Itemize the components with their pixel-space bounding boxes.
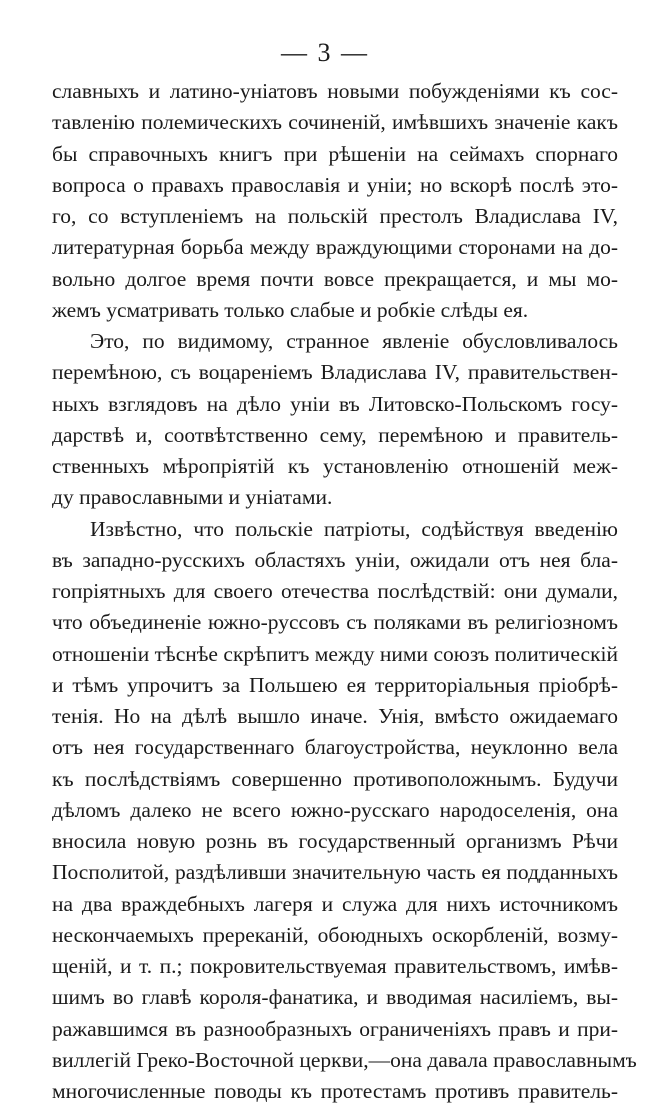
text-line: дѣломъ далеко не всего южно-русскаго народоселенія, она [52,795,618,826]
text-line: отъ нея государственнаго благоустройства, неуклонно вела [52,732,618,763]
text-line: и тѣмъ упрочитъ за Польшею ея территоріальныя пріобрѣ- [52,670,618,701]
text-line: литературная борьба между враждующими сторонами на до- [52,232,618,263]
text-line: многочисленные поводы къ протестамъ противъ правитель- [52,1076,618,1107]
text-line: ражавшимся въ разнообразныхъ ограниченіяхъ правъ и при- [52,1014,618,1045]
text-line: шимъ во главѣ короля-фанатика, и вводимая насиліемъ, вы- [52,982,618,1013]
text-line: тавленію полемическихъ сочиненій, имѣвшихъ значеніе какъ [52,107,618,138]
text-line: что объединеніе южно-руссовъ съ поляками въ религіозномъ [52,607,618,638]
text-line: ственныхъ мѣропріятій къ установленію отношеній меж- [52,451,618,482]
paragraph [52,514,618,1107]
text-line: дарствѣ и, соотвѣтственно сему, перемѣною и правитель- [52,420,618,451]
text-line: отношеніи тѣснѣе скрѣпитъ между ними союзъ политическій [52,639,618,670]
text-line: Посполитой, раздѣливши значительную часть ея подданныхъ [52,857,618,888]
text-line: гопріятныхъ для своего отечества послѣдствій: они думали, [52,576,618,607]
paragraph [52,326,618,514]
text-line: Извѣстно, что польскіе патріоты, содѣйствуя введенію [52,514,618,545]
text-line: виллегій Греко-Восточной церкви,—она давала православнымъ [52,1045,618,1076]
text-line: къ послѣдствіямъ совершенно противоположнымъ. Будучи [52,764,618,795]
text-line: вольно долгое время почти вовсе прекращается, и мы мо- [52,264,618,295]
body-text [52,76,618,1107]
text-line: жемъ усматривать только слабые и робкіе слѣды ея. [52,295,618,326]
text-line: на два враждебныхъ лагеря и служа для нихъ источникомъ [52,889,618,920]
paragraph [52,76,618,326]
text-line: бы справочныхъ книгъ при рѣшеніи на сеймахъ спорнаго [52,139,618,170]
text-line: тенія. Но на дѣлѣ вышло иначе. Унія, вмѣсто ожидаемаго [52,701,618,732]
text-line: Это, по видимому, странное явленіе обусловливалось [52,326,618,357]
text-line: въ западно-русскихъ областяхъ уніи, ожидали отъ нея бла- [52,545,618,576]
text-line: вопроса о правахъ православія и уніи; но вскорѣ послѣ это- [52,170,618,201]
text-line: щеній, и т. п.; покровительствуемая правительствомъ, имѣв- [52,951,618,982]
text-line: перемѣною, съ воцареніемъ Владислава IV, правительствен- [52,357,618,388]
text-line: ду православными и уніатами. [52,482,618,513]
text-line: ныхъ взглядовъ на дѣло уніи въ Литовско-Польскомъ госу- [52,389,618,420]
text-line: го, со вступленіемъ на польскій престолъ Владислава IV, [52,201,618,232]
text-line: нескончаемыхъ пререканій, обоюдныхъ оскорбленій, возму- [52,920,618,951]
text-line: вносила новую рознь въ государственный организмъ Рѣчи [52,826,618,857]
text-line: славныхъ и латино-уніатовъ новыми побужденіями къ сос- [52,76,618,107]
page-number: — 3 — [0,38,650,68]
